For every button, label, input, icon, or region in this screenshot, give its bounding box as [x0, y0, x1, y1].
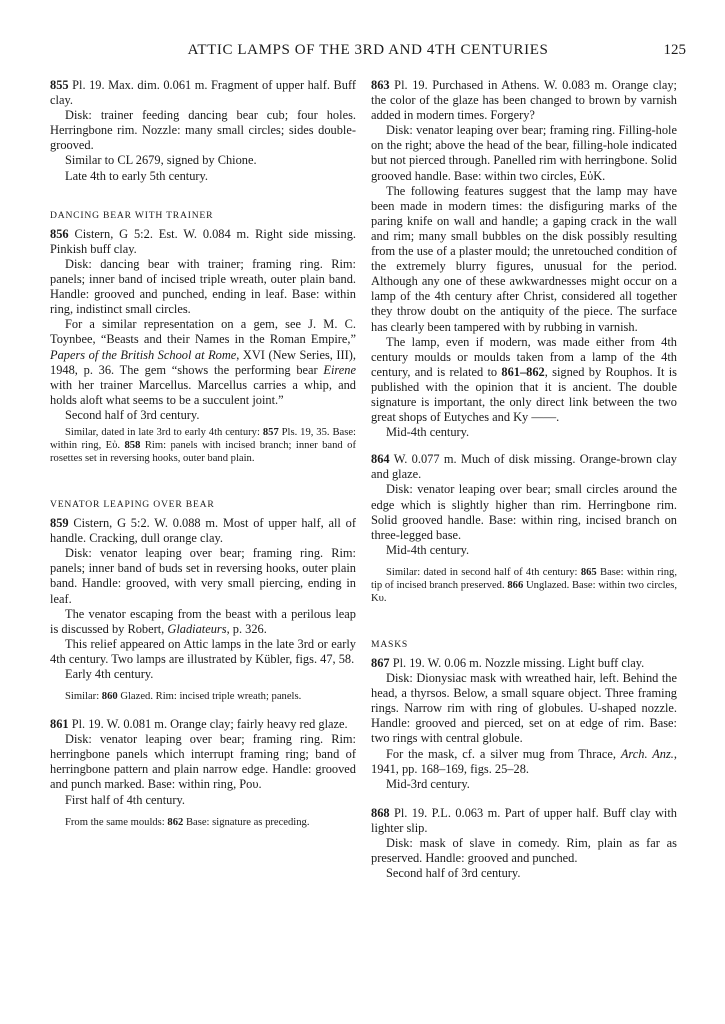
- discussion: [371, 747, 677, 777]
- text: , 1941, pp. 168–169, figs. 25–28.: [371, 746, 678, 776]
- date: Mid-4th century.: [386, 542, 470, 557]
- date: First half of 4th century.: [65, 792, 185, 807]
- description: Disk: venator leaping over bear; framing ring. Rim: panels; inner band of buds set in reversing hooks, outer plain band. Handle: grooved, with very small piercing, ending in leaf.: [50, 546, 356, 606]
- text: For the mask, cf. a silver mug from Thrace,: [386, 746, 621, 761]
- comparison: Similar to CL 2679, signed by Chione.: [65, 153, 257, 168]
- similar-note: [371, 566, 677, 605]
- italic-title: Gladiateurs: [167, 621, 227, 636]
- description: Disk: venator leaping over bear; small circles around the edge which is slightly higher than rim. Herringbone rim. Solid grooved handle. Base: within ring, incised branch on three-legged base.: [371, 482, 677, 542]
- text: The lamp, even if modern, was made either from 4th century moulds or moulds taken from a lamp of the 4th century, and is related to: [371, 334, 677, 379]
- italic-title: Papers of the British School at Rome: [50, 347, 237, 362]
- entry-heading-text: W. 0.077 m. Much of disk missing. Orange-brown clay and glaze.: [371, 452, 677, 482]
- discussion: [50, 607, 356, 637]
- catalog-number: 856: [50, 226, 69, 241]
- text: Similar, dated in late 3rd to early 4th century:: [65, 426, 263, 438]
- date: Second half of 3rd century.: [386, 866, 521, 881]
- catalog-number: 865: [580, 566, 597, 578]
- text: with her trainer Marcellus. Marcellus carries a whip, and holds aloft what seems to be a succulent joint.”: [50, 377, 356, 407]
- description: Disk: dancing bear with trainer; framing ring. Rim: panels; inner band of incised triple wreath, outer plain band. Handle: grooved and punched, ending in leaf. Base: within ring, indistinct small circles.: [50, 256, 356, 317]
- date: Early 4th century.: [65, 667, 154, 681]
- catalog-number: 857: [262, 426, 279, 438]
- section-heading-masks: MASKS: [371, 638, 409, 650]
- catalog-number: 866: [507, 579, 524, 591]
- date: Mid-3rd century.: [386, 776, 470, 791]
- text: Glazed. Rim: incised triple wreath; panels.: [117, 691, 302, 703]
- discussion: [50, 317, 356, 408]
- section-heading-dancing-bear: DANCING BEAR WITH TRAINER: [50, 209, 214, 221]
- text: Unglazed. Base: within two circles, Κυ.: [371, 579, 677, 604]
- entry-864: [371, 452, 677, 605]
- description: Disk: mask of slave in comedy. Rim, plain as far as preserved. Handle: grooved and punched.: [371, 836, 677, 866]
- running-header: [50, 42, 686, 64]
- catalog-number: 861–862: [501, 364, 545, 379]
- text: Base: signature as preceding.: [183, 816, 310, 828]
- page-number: 125: [663, 42, 686, 58]
- description: Disk: venator leaping over bear; framing ring. Rim: herringbone panels which interrupt framing ring; band of herringbone pattern and plain narrow edge. Handle: grooved and punch marked. Base: within ring, Ρου.: [50, 732, 356, 792]
- description: Disk: venator leaping over bear; framing ring. Filling-hole on the right; above the head of the bear, filling-hole indicated but not pierced through. Panelled rim with herringbone. Solid grooved handle. Base: within two circles, ΕὐΚ.: [371, 123, 677, 183]
- catalog-number: 868: [371, 805, 390, 820]
- running-title: ATTIC LAMPS OF THE 3RD AND 4TH CENTURIES: [187, 42, 549, 58]
- date: Late 4th to early 5th century.: [65, 168, 209, 183]
- similar-note: [50, 816, 356, 829]
- text: , XVI (New Series, III), 1948, p. 36. The gem “shows the performing bear: [50, 347, 356, 377]
- similar-note: [50, 690, 356, 703]
- text: Base: within ring, tip of incised branch preserved.: [371, 566, 677, 591]
- entry-heading-text: Cistern, G 5:2. W. 0.088 m. Most of upper half, all of handle. Cracking, dull orange clay.: [50, 516, 356, 546]
- text: From the same moulds:: [65, 816, 168, 828]
- discussion: [371, 335, 677, 426]
- catalog-number: 861: [50, 717, 69, 732]
- entry-heading-text: Pl. 19. P.L. 0.063 m. Part of upper half. Buff clay with lighter slip.: [371, 805, 677, 835]
- date: Mid-4th century.: [386, 425, 470, 440]
- catalog-number: 859: [50, 516, 69, 531]
- text: Pls. 19, 35. Base: within ring, Εὐ.: [50, 426, 356, 451]
- date: Second half of 3rd century.: [65, 407, 200, 422]
- description: Disk: Dionysiac mask with wreathed hair, left. Behind the head, a thyrsos. Below, a small square object. Three framing rings. Narrow rim with ring of globules. U-shaped nozzle. Handle: grooved and pierced, set on at edge of rim. Base: two rings with central globule.: [371, 671, 677, 746]
- catalog-number: 860: [101, 691, 118, 703]
- entry-heading-text: Pl. 19. Max. dim. 0.061 m. Fragment of upper half. Buff clay.: [50, 78, 356, 108]
- entry-868: [371, 806, 677, 881]
- catalog-number: 862: [167, 816, 184, 828]
- section-heading-venator: VENATOR LEAPING OVER BEAR: [50, 498, 215, 510]
- catalog-number: 864: [371, 452, 390, 467]
- catalog-number: 867: [371, 656, 390, 670]
- catalog-number: 863: [371, 78, 390, 92]
- entry-867: [371, 656, 677, 792]
- catalog-number: 855: [50, 78, 69, 92]
- text: For a similar representation on a gem, see J. M. C. Toynbee, “Beasts and their Names in the Roman Empire,”: [50, 317, 356, 347]
- entry-heading-text: Cistern, G 5:2. Est. W. 0.084 m. Right side missing. Pinkish buff clay.: [50, 226, 356, 256]
- catalog-number: 858: [124, 439, 141, 451]
- discussion: This relief appeared on Attic lamps in the late 3rd or early 4th century. Two lamps are illustrated by Kübler, figs. 47, 58.: [50, 636, 356, 666]
- left-column: [50, 78, 356, 829]
- text: The venator escaping from the beast with a perilous leap is discussed by Robert,: [50, 606, 356, 636]
- entry-heading-text: Pl. 19. W. 0.081 m. Orange clay; fairly heavy red glaze.: [68, 717, 348, 732]
- text: Similar: dated in second half of 4th century:: [386, 566, 581, 578]
- discussion: The following features suggest that the lamp may have been made in modern times: the disfiguring marks of the paring knife on wall and handle; a gaping crack in the wall and rim; many small bubbles on the disk possibly resulting from the use of a plaster mould; the unretouched condition of the extremely blurry figures, unusual for the period. Although any one of these awkwardnesses might occur on a lamp of the 4th century after Christ, considered all together they throw doubt on the antiquity of the piece. The surface has clearly been tampered with by rubbing in varnish.: [371, 183, 677, 334]
- text: , signed by Rouphos. It is published with the opinion that it is ancient. The double signature is important, the only direct link between the two great shops of Eutyches and Ky ——.: [371, 364, 678, 425]
- text: Similar:: [65, 691, 102, 703]
- text: , p. 326.: [226, 621, 267, 636]
- entry-heading-text: Pl. 19. Purchased in Athens. W. 0.083 m. Orange clay; the color of the glaze has been changed to brown by varnish added in modern times. Forgery?: [371, 78, 677, 123]
- entry-861: [50, 717, 356, 829]
- italic-title: Arch. Anz.: [620, 746, 674, 761]
- entry-859: [50, 516, 356, 703]
- text: Rim: panels with incised branch; inner band of rosettes set in reversing hooks, outer band plain.: [50, 439, 356, 464]
- entry-heading-text: Pl. 19. W. 0.06 m. Nozzle missing. Light buff clay.: [389, 656, 645, 670]
- entry-855: [50, 78, 356, 184]
- right-column: [371, 78, 677, 881]
- italic-name: Eirene: [323, 362, 356, 377]
- description: Disk: trainer feeding dancing bear cub; four holes. Herringbone rim. Nozzle: many small circles; sides double-grooved.: [50, 108, 356, 153]
- entry-856: [50, 227, 356, 465]
- entry-863: [371, 78, 677, 440]
- similar-note: [50, 426, 356, 465]
